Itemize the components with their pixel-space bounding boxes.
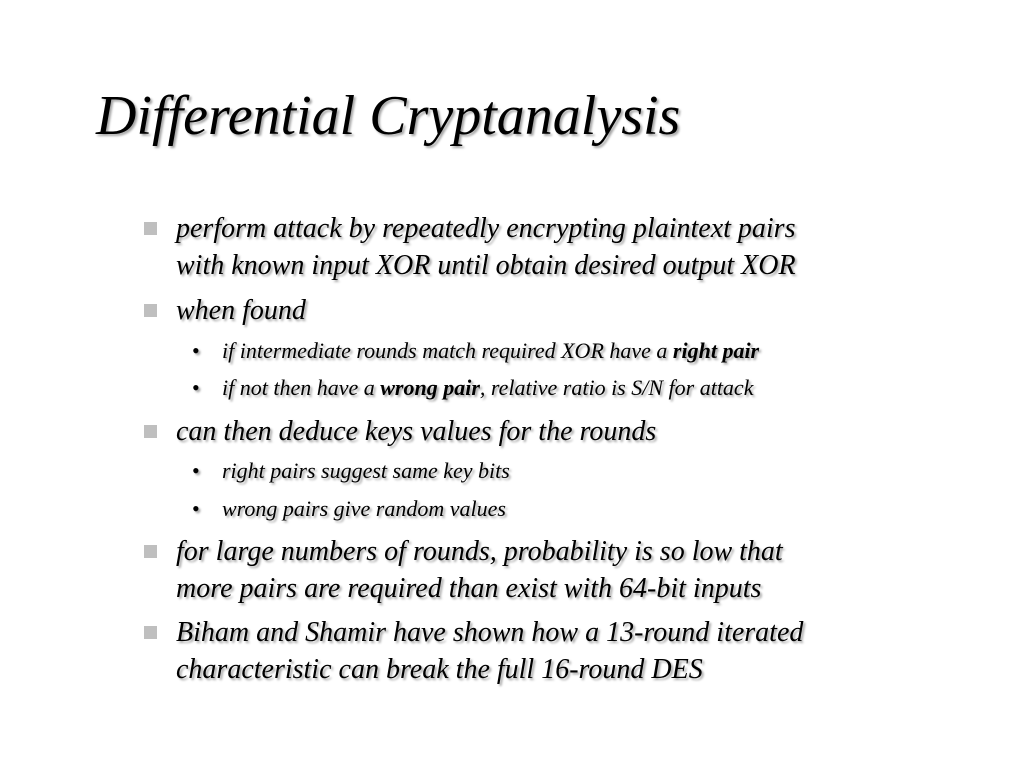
bullet-text: when found	[176, 295, 306, 326]
dot-bullet-icon: •	[192, 338, 200, 363]
bullet-text-line: Biham and Shamir have shown how a 13-round iterated	[176, 617, 804, 648]
bullet-item-biham-shamir	[176, 614, 803, 688]
sub-bullet-right-pair	[192, 336, 760, 366]
bullet-text-line: for large numbers of rounds, probability is so low that	[176, 536, 783, 567]
square-bullet-icon	[144, 222, 157, 235]
sub-bullet-text: , relative ratio is S/N for attack	[479, 375, 754, 400]
bullet-text-line: perform attack by repeatedly encrypting plaintext pairs	[176, 213, 796, 244]
bullet-text-line: characteristic can break the full 16-round DES	[176, 654, 703, 685]
square-bullet-icon	[144, 304, 157, 317]
bullet-item-deduce-keys	[176, 413, 656, 450]
sub-bullet-text: if not then have a	[222, 375, 381, 400]
bullet-item-when-found	[176, 292, 306, 329]
bullet-item-large-rounds	[176, 533, 783, 607]
sub-bullet-bold-term: wrong pair	[380, 375, 480, 400]
bullet-text: can then deduce keys values for the rounds	[176, 416, 657, 447]
sub-bullet-text: wrong pairs give random values	[222, 496, 506, 521]
bullet-text-line: more pairs are required than exist with 64-bit inputs	[176, 573, 762, 604]
sub-bullet-text: right pairs suggest same key bits	[222, 458, 510, 483]
sub-bullet-wrong-pair	[192, 373, 754, 403]
dot-bullet-icon: •	[192, 375, 200, 400]
sub-bullet-wrong-pairs	[192, 494, 506, 524]
slide-title: Differential Cryptanalysis	[96, 85, 681, 147]
sub-bullet-right-pairs	[192, 456, 510, 486]
sub-bullet-text: if intermediate rounds match required XOR have a	[222, 338, 673, 363]
bullet-item-attack	[176, 210, 796, 284]
square-bullet-icon	[144, 425, 157, 438]
bullet-text-line: with known input XOR until obtain desired output XOR	[176, 250, 796, 281]
square-bullet-icon	[144, 626, 157, 639]
square-bullet-icon	[144, 545, 157, 558]
sub-bullet-bold-term: right pair	[672, 338, 760, 363]
dot-bullet-icon: •	[192, 458, 200, 483]
dot-bullet-icon: •	[192, 496, 200, 521]
